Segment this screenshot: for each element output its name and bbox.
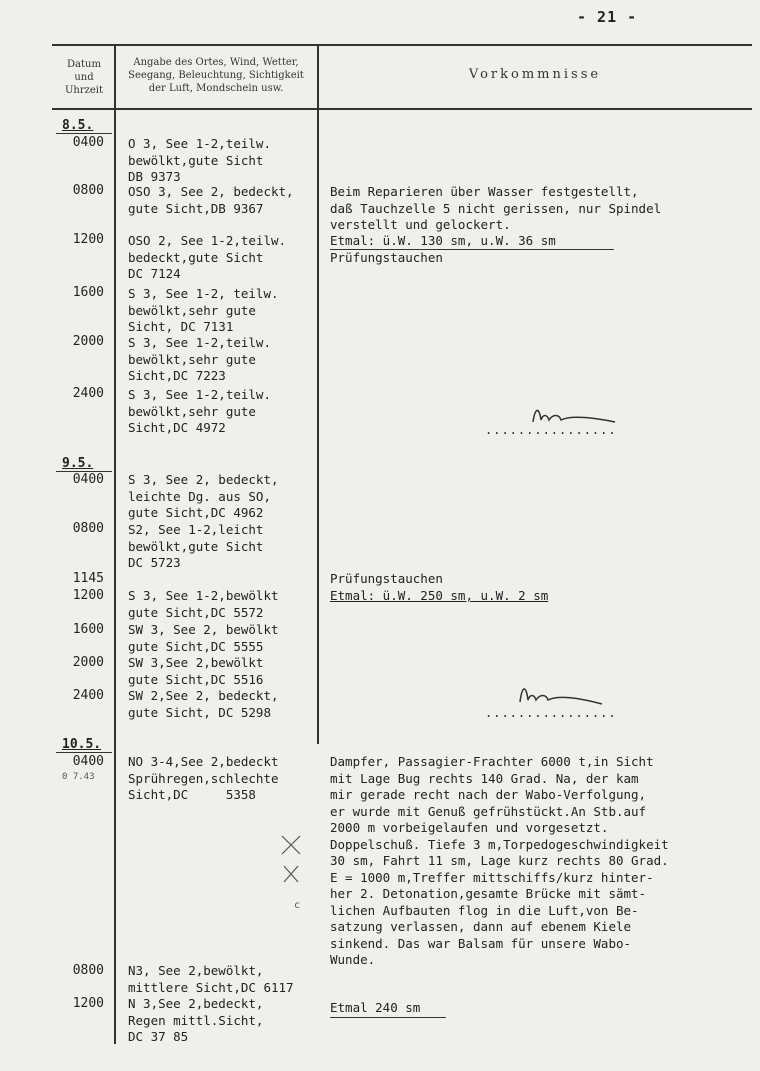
- date-label: 10.5.: [62, 737, 102, 752]
- entry-time: 0800: [72, 183, 104, 198]
- entry-weather: S 3, See 1-2,bewölkt gute Sicht,DC 5572: [128, 588, 279, 620]
- entry-time: 1600: [72, 285, 104, 300]
- date-label: 8.5.: [62, 118, 94, 133]
- entry-event: Etmal: ü.W. 130 sm, u.W. 36 sm Prüfungstauchen: [330, 233, 556, 265]
- entry-time: 1145: [72, 571, 104, 586]
- entry-weather: OSO 3, See 2, bedeckt, gute Sicht,DB 9367: [128, 184, 294, 216]
- header-date-line-2: und: [74, 72, 94, 83]
- column-divider-1: [114, 44, 116, 1044]
- entry-event: Etmal 240 sm: [330, 1000, 421, 1015]
- entry-weather: O 3, See 1-2,teilw. bewölkt,gute Sicht DB 9373: [128, 136, 271, 184]
- header-top-rule: [52, 44, 752, 46]
- entry-weather: S 3, See 1-2, teilw. bewölkt,sehr gute Sicht, DC 7131: [128, 286, 279, 334]
- entry-time: 0400: [72, 472, 104, 487]
- signature-dots: ................: [485, 706, 617, 720]
- header-weather-line-1: Angabe des Ortes, Wind, Wetter,: [133, 57, 299, 68]
- date-rule: [56, 133, 112, 134]
- entry-time: 2000: [72, 334, 104, 349]
- entry-time: 0400: [72, 135, 104, 150]
- header-weather-line-3: der Luft, Mondschein usw.: [148, 83, 284, 94]
- header-date-line-3: Uhrzeit: [64, 85, 104, 96]
- header-weather-column: [116, 56, 316, 95]
- margin-mark-c: c: [294, 900, 301, 911]
- header-date-column: [56, 58, 112, 97]
- entry-weather: OSO 2, See 1-2,teilw. bedeckt,gute Sicht DC 7124: [128, 233, 287, 281]
- entry-weather: S 3, See 2, bedeckt, leichte Dg. aus SO, gute Sicht,DC 4962: [128, 472, 279, 520]
- date-rule: [56, 752, 112, 753]
- entry-weather: S 3, See 1-2,teilw. bewölkt,sehr gute Sicht,DC 4972: [128, 387, 271, 435]
- entry-weather: S2, See 1-2,leicht bewölkt,gute Sicht DC 5723: [128, 522, 264, 570]
- entry-event: Beim Reparieren über Wasser festgestellt, daß Tauchzelle 5 nicht gerissen, nur Spindel verstellt und gelockert.: [330, 184, 662, 232]
- entry-event: Dampfer, Passagier-Frachter 6000 t,in Sicht mit Lage Bug rechts 140 Grad. Na, der kam mir gerade recht nach der Wabo-Verfolgung, er wurde mit Genuß gefrühstückt.An Stb.auf 2000 m vorbeigelaufen und vorgesetzt. Doppelschuß. Tiefe 3 m,Torpedogeschwindigkeit 30 sm, Fahrt 11 sm, Lage kurz rechts 80 Grad. E = 1000 m,Treffer mittschiffs/kurz hinter- her 2. Detonation,gesamte Brücke mit sämt- lichen Aufbauten flog in die Luft,von Be- satzung verlassen, dann auf ebenem Kiele sinkend. Das war Balsam für unsere Wabo- Wunde.: [330, 754, 669, 967]
- margin-marks: [278, 830, 308, 890]
- header-bottom-rule: [52, 108, 752, 110]
- entry-weather: SW 3,See 2,bewölkt gute Sicht,DC 5516: [128, 655, 264, 687]
- entry-weather: SW 2,See 2, bedeckt, gute Sicht, DC 5298: [128, 688, 279, 720]
- entry-time: 1200: [72, 588, 104, 603]
- entry-weather: SW 3, See 2, bewölkt gute Sicht,DC 5555: [128, 622, 279, 654]
- entry-weather: N 3,See 2,bedeckt, Regen mittl.Sicht, DC 37 85: [128, 996, 264, 1044]
- entry-event: Prüfungstauchen: [330, 571, 443, 586]
- date-label: 9.5.: [62, 456, 94, 471]
- entry-weather: S 3, See 1-2,teilw. bewölkt,sehr gute Sicht,DC 7223: [128, 335, 271, 383]
- entry-time: 2000: [72, 655, 104, 670]
- header-weather-line-2: Seegang, Beleuchtung, Sichtigkeit: [128, 70, 304, 81]
- event-underline: [330, 1017, 446, 1018]
- entry-time: 1200: [72, 996, 104, 1011]
- entry-time-note: 0 7.43: [62, 772, 95, 782]
- signature-dots: ................: [485, 423, 617, 437]
- event-underline: [330, 249, 614, 250]
- entry-time: 1600: [72, 622, 104, 637]
- entry-time: 0400: [72, 754, 104, 769]
- entry-time: 1200: [72, 232, 104, 247]
- entry-time: 2400: [72, 386, 104, 401]
- entry-time: 0800: [72, 521, 104, 536]
- entry-weather: N3, See 2,bewölkt, mittlere Sicht,DC 6117: [128, 963, 294, 995]
- entry-time: 0800: [72, 963, 104, 978]
- entry-event: Etmal: ü.W. 250 sm, u.W. 2 sm: [330, 588, 549, 603]
- entry-time: 2400: [72, 688, 104, 703]
- page-number: - 21 -: [577, 8, 638, 26]
- entry-weather: NO 3-4,See 2,bedeckt Sprühregen,schlechte Sicht,DC 5358: [128, 754, 279, 802]
- header-events-column: Vorkommnisse: [468, 67, 602, 82]
- header-date-line-1: Datum: [67, 59, 101, 70]
